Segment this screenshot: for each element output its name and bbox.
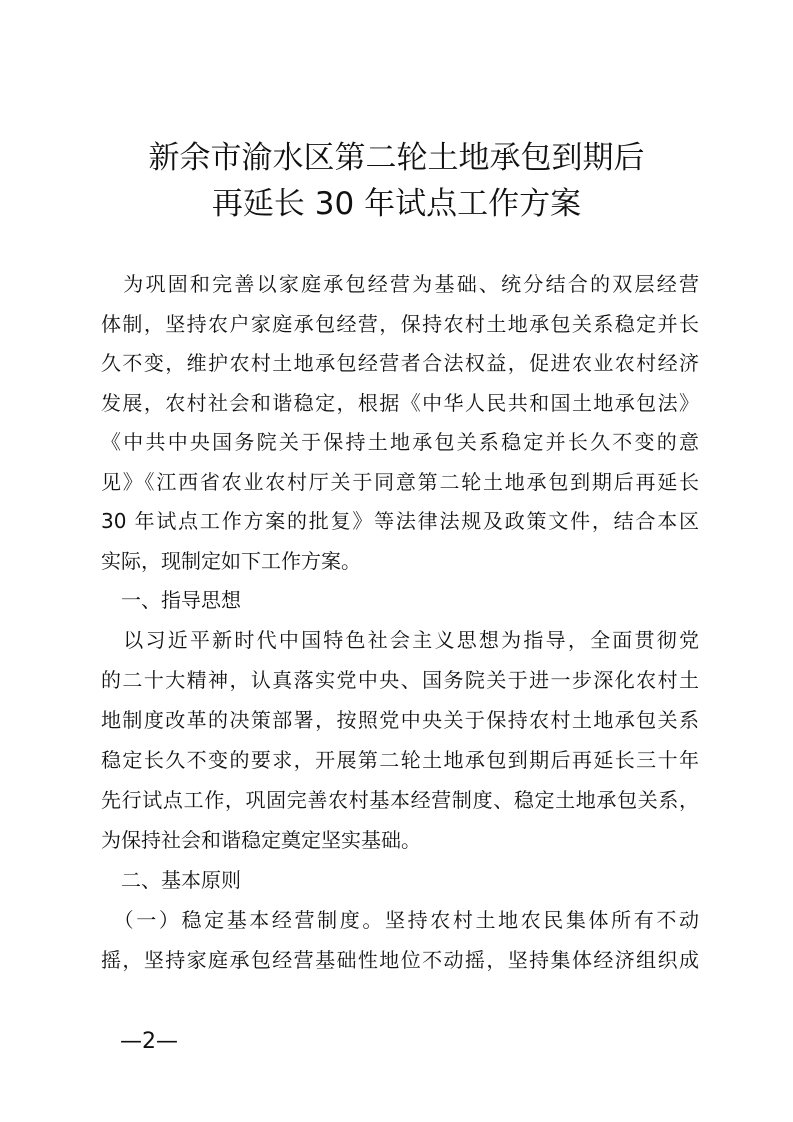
- body-text-line: 体制，坚持农户家庭承包经营，保持农村土地承包关系稳定并长: [101, 312, 699, 336]
- body-text-line: 先行试点工作，巩固完善农村基本经营制度、稳定土地承包关系，: [101, 788, 699, 812]
- section-heading: 一、指导思想: [101, 588, 241, 612]
- body-text-line: 为巩固和完善以家庭承包经营为基础、统分结合的双层经营: [101, 272, 699, 296]
- body-text-line: 稳定长久不变的要求，开展第二轮土地承包到期后再延长三十年: [101, 748, 699, 772]
- body-text-line: 30 年试点工作方案的批复》等法律法规及政策文件，结合本区: [101, 509, 699, 533]
- body-text-line: 为保持社会和谐稳定奠定坚实基础。: [101, 828, 421, 852]
- body-text-line: （一）稳定基本经营制度。坚持农村土地农民集体所有不动: [101, 908, 699, 932]
- body-text-line: 以习近平新时代中国特色社会主义思想为指导，全面贯彻党: [101, 628, 699, 652]
- page-number: —2—: [120, 1029, 178, 1054]
- body-text-line: 《中共中央国务院关于保持土地承包关系稳定并长久不变的意: [101, 430, 699, 454]
- body-text-line: 地制度改革的决策部署，按照党中央关于保持农村土地承包关系: [101, 708, 699, 732]
- section-heading: 二、基本原则: [101, 868, 241, 892]
- body-text-line: 久不变，维护农村土地承包经营者合法权益，促进农业农村经济: [101, 351, 699, 375]
- title-line-1: 新余市渝水区第二轮土地承包到期后: [148, 140, 645, 176]
- title-line-2: 再延长 30 年试点工作方案: [211, 186, 582, 222]
- body-text-line: 实际，现制定如下工作方案。: [101, 549, 361, 573]
- body-text-line: 见》《江西省农业农村厅关于同意第二轮土地承包到期后再延长: [101, 470, 699, 494]
- body-text-line: 发展，农村社会和谐稳定，根据《中华人民共和国土地承包法》: [101, 391, 699, 415]
- body-text-line: 摇，坚持家庭承包经营基础性地位不动摇，坚持集体经济组织成: [101, 948, 699, 972]
- body-text-line: 的二十大精神，认真落实党中央、国务院关于进一步深化农村土: [101, 668, 699, 692]
